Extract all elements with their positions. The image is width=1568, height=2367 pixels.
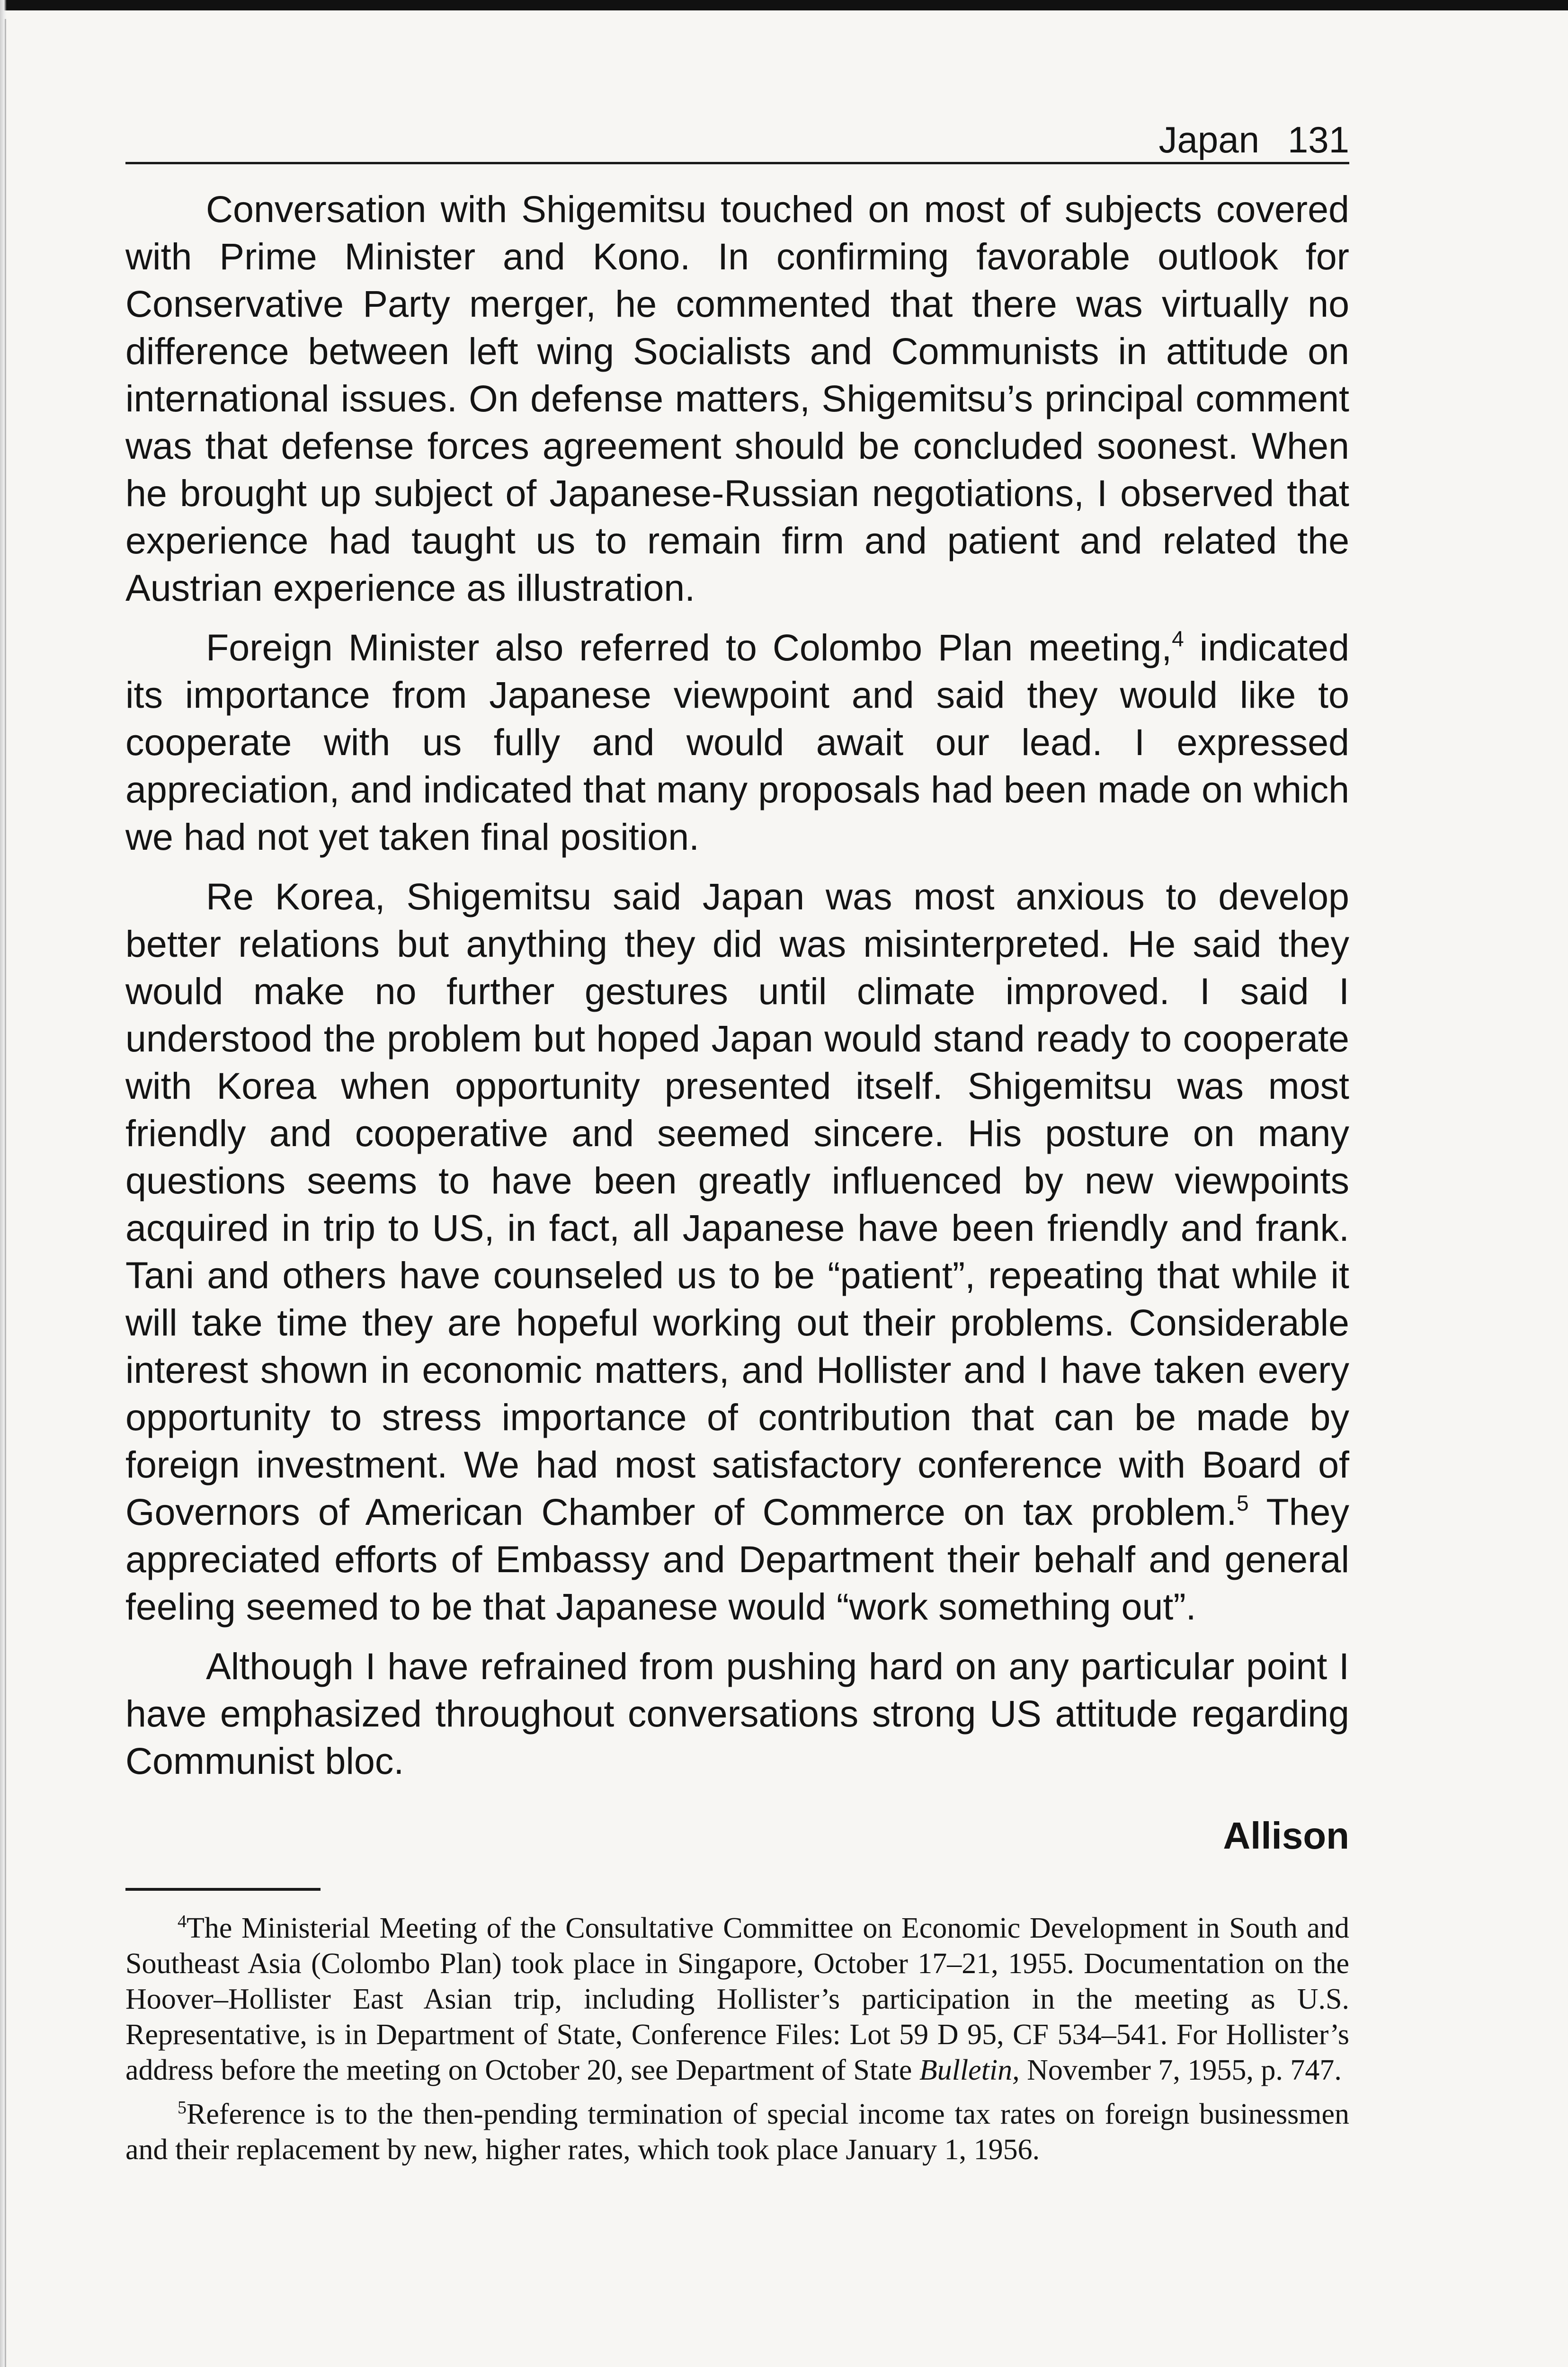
publication-title: Bulletin,	[919, 2054, 1020, 2086]
telegram-body	[125, 186, 1349, 1785]
paragraph-text: Re Korea, Shigemitsu said Japan was most anxious to develop better relations but anything they did was misinterpreted. He said they would make no further gestures until climate improved. I said I understood the problem but hoped Japan would stand ready to cooperate with Korea when opportunity presented itself. Shigemitsu was most friendly and cooperative and seemed sincere. His posture on many questions seems to have been greatly influenced by new viewpoints acquired in trip to US, in fact, all Japanese have been friendly and frank. Tani and others have counseled us to be “patient”, repeating that while it will take time they are hopeful working out their problems. Considerable interest shown in economic matters, and Hollister and I have taken every opportunity to stress importance of contribution that can be made by foreign investment. We had most satisfactory conference with Board of Governors of American Chamber of Commerce on tax problem.	[125, 875, 1349, 1533]
paragraph-colombo-plan	[125, 624, 1349, 861]
paragraph-communist-bloc: Although I have refrained from pushing hard on any particular point I have emphasized throughout conversations strong US attitude regarding Communist bloc.	[125, 1645, 1349, 1782]
footnote-text: Reference is to the then-pending termination of special income tax rates on foreign businessmen and their replacement by new, higher rates, which took place January 1, 1956.	[125, 2098, 1349, 2166]
footnote-marker: 4	[178, 1912, 187, 1931]
footnote-reference-4[interactable]: 4	[1172, 626, 1184, 651]
page-number: 131	[1287, 119, 1349, 160]
paragraph-text: Foreign Minister also referred to Colombo Plan meeting,	[206, 626, 1172, 668]
scan-gutter-line	[5, 19, 6, 2367]
footnote-text: The Ministerial Meeting of the Consultative Committee on Economic Development in South and Southeast Asia (Colombo Plan) took place in Singapore, October 17–21, 1955. Documentation on the Hoover–Hollister East Asian trip, including Hollister’s participation in the meeting as U.S. Representative, is in Department of State, Conference Files: Lot 59 D 95, CF 534–541. For Hollister’s address before the meeting on October 20, see Department of State	[125, 1912, 1349, 2086]
footnotes	[125, 1911, 1349, 2168]
footnote-5	[125, 2097, 1349, 2168]
signature: Allison	[1223, 1815, 1349, 1857]
paragraph-korea	[125, 873, 1349, 1630]
footnote-divider	[125, 1888, 321, 1891]
scan-top-border	[0, 0, 1568, 10]
book-page	[125, 109, 1349, 2176]
paragraph-text: They appreciated efforts of Embassy and Department their behalf and general feeling seemed to be that Japanese would “work something out”.	[125, 1491, 1349, 1628]
footnote-reference-5[interactable]: 5	[1237, 1491, 1249, 1515]
footnote-marker: 5	[178, 2098, 187, 2118]
footnote-text: November 7, 1955, p. 747.	[1019, 2054, 1342, 2086]
running-header	[125, 109, 1349, 164]
running-title: Japan	[1158, 119, 1259, 160]
paragraph-text: indicated its importance from Japanese viewpoint and said they would like to cooperate with us fully and would await our lead. I expressed appreciation, and indicated that many proposals had been made on which we had not yet taken final position.	[125, 626, 1350, 858]
paragraph-shigemitsu-conversation: Conversation with Shigemitsu touched on most of subjects covered with Prime Minister and Kono. In confirming favorable outlook for Conservative Party merger, he commented that there was virtually no difference between left wing Socialists and Communists in attitude on international issues. On defense matters, Shigemitsu’s principal comment was that defense forces agreement should be concluded soonest. When he brought up subject of Japanese-Russian negotiations, I observed that experience had taught us to remain firm and patient and related the Austrian experience as illustration.	[125, 188, 1349, 609]
footnote-4	[125, 1911, 1349, 2088]
